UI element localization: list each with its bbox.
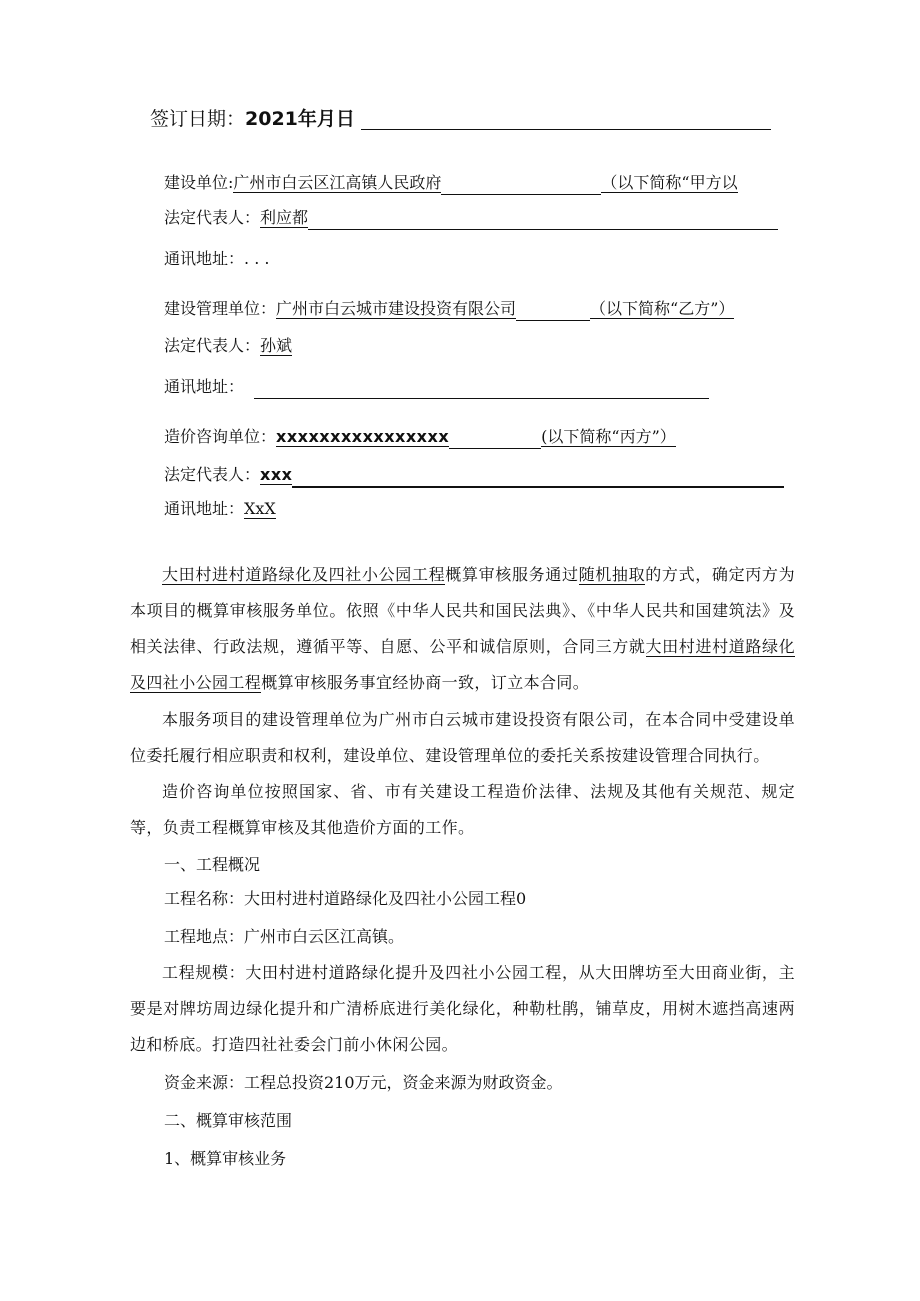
- party-c-unit-underline: [449, 426, 541, 449]
- party-a-unit-row: [164, 172, 738, 195]
- sign-date-value: 2021年月日: [245, 108, 355, 130]
- party-c-rep-name: xxx: [260, 465, 293, 484]
- party-a-alias: （以下简称“甲方以: [601, 173, 738, 192]
- intro-text-b: 的方式，确定丙方为本项目的概算审核服务单位。依照《中华人民共和国民法典》、《中华人民共和国建筑法》及相关法律、行政法规，遵循平等、自愿、公平和诚信原则，合同三方就: [130, 565, 795, 656]
- party-c-addr-value: XxX: [244, 499, 276, 518]
- party-a-unit-underline: [441, 172, 601, 195]
- project-name-ref: 大田村进村道路绿化及四社小公园工程: [162, 565, 446, 584]
- party-a-rep-row: [164, 207, 778, 230]
- party-b-unit-row: [164, 298, 734, 321]
- party-b-rep-label: 法定代表人：: [164, 336, 261, 355]
- party-c-alias: (以下简称“丙方”）: [541, 427, 676, 446]
- party-b-unit-label: 建设管理单位：: [164, 299, 277, 318]
- scope-item-1: 1、概算审核业务: [164, 1149, 287, 1168]
- section-heading-overview: 一、工程概况: [164, 855, 261, 874]
- party-a-rep-label: 法定代表人：: [164, 208, 261, 227]
- party-a-unit-label: 建设单位:: [164, 173, 234, 192]
- paragraph-consulting: 造价咨询单位按照国家、省、市有关建设工程造价法律、法规及其他有关规范、规定等，负责工程概算审核及其他造价方面的工作。: [130, 782, 795, 837]
- party-a-rep-underline: [308, 207, 778, 230]
- party-a-rep-name: 利应都: [260, 208, 309, 227]
- party-b-rep-name: 孙斌: [260, 336, 293, 355]
- party-b-addr-row: [164, 376, 709, 399]
- party-a-addr-row: [164, 248, 269, 270]
- party-b-addr-label: 通讯地址：: [164, 377, 245, 396]
- sign-date-underline: [361, 109, 771, 130]
- party-b-addr-underline: [254, 376, 709, 399]
- paragraph-intro: [130, 557, 795, 701]
- party-c-unit-label: 造价咨询单位：: [164, 427, 277, 446]
- party-c-addr-label: 通讯地址：: [164, 499, 245, 518]
- party-c-unit-name: xxxxxxxxxxxxxxxx: [276, 427, 450, 446]
- party-c-rep-label: 法定代表人：: [164, 465, 261, 484]
- section-heading-scope: 二、概算审核范围: [164, 1111, 293, 1130]
- selection-method: 随机抽取: [578, 565, 646, 584]
- party-c-rep-row: [164, 464, 784, 488]
- project-site-line: 工程地点：广州市白云区江高镇。: [164, 927, 405, 946]
- party-c-rep-underline: [292, 464, 784, 488]
- fund-source-line: 资金来源：工程总投资210万元，资金来源为财政资金。: [164, 1073, 563, 1092]
- party-b-alias: （以下简称“乙方”）: [590, 299, 735, 318]
- party-b-unit-name: 广州市白云城市建设投资有限公司: [276, 299, 517, 318]
- party-b-unit-underline: [516, 298, 590, 321]
- intro-text-a: 概算审核服务通过: [445, 565, 579, 584]
- project-name-line: 工程名称：大田村进村道路绿化及四社小公园工程0: [164, 889, 527, 908]
- party-a-addr-value: . . .: [244, 249, 270, 268]
- party-a-addr-label: 通讯地址：: [164, 249, 245, 268]
- paragraph-management: 本服务项目的建设管理单位为广州市白云城市建设投资有限公司，在本合同中受建设单位委托履行相应职责和权利，建设单位、建设管理单位的委托关系按建设管理合同执行。: [130, 710, 795, 765]
- party-c-addr-row: [164, 498, 276, 520]
- intro-text-c: 概算审核服务事宜经协商一致，订立本合同。: [261, 673, 590, 692]
- sign-date-row: [150, 108, 771, 130]
- party-a-unit-name: 广州市白云区江高镇人民政府: [233, 173, 442, 192]
- paragraph-scale: 工程规模：大田村进村道路绿化提升及四社小公园工程，从大田牌坊至大田商业街，主要是对牌坊周边绿化提升和广清桥底进行美化绿化，种勒杜鹃，铺草皮，用树木遮挡高速两边和桥底。打造四社社委会门前小休闲公园。: [130, 963, 795, 1054]
- sign-date-label: 签订日期：: [150, 108, 246, 130]
- party-b-rep-row: [164, 335, 292, 357]
- party-c-unit-row: [164, 426, 676, 449]
- project-name-ref-2: 大田村进村道路绿化及四社小公园工程: [130, 637, 795, 692]
